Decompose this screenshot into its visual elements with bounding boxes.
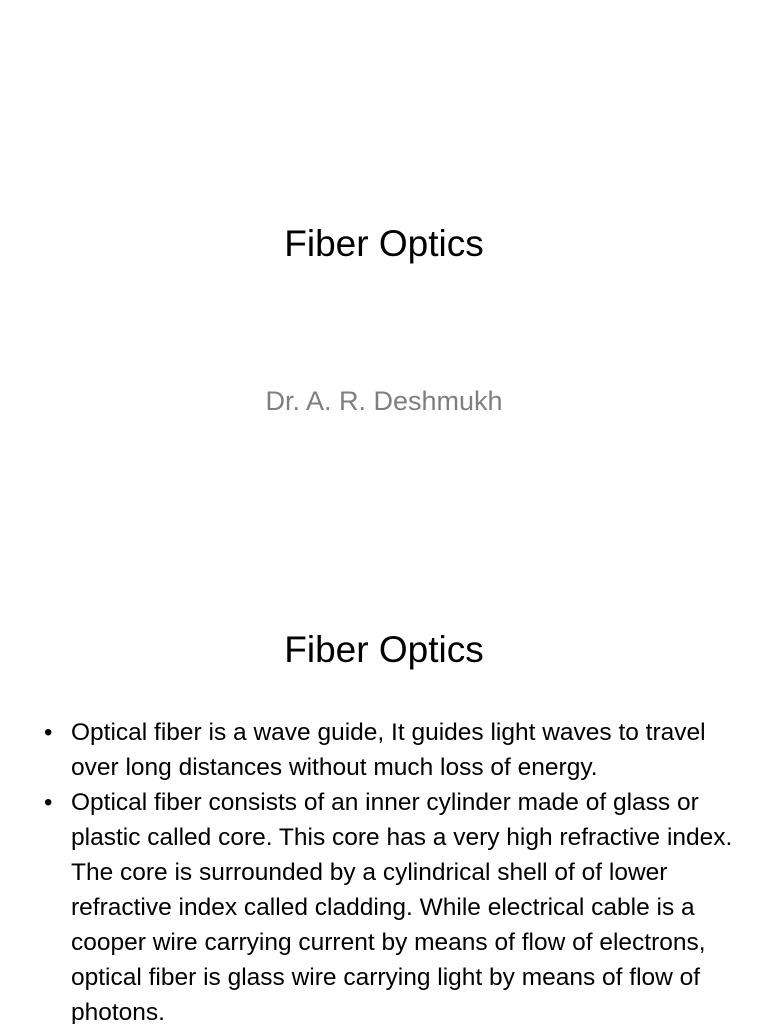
slide-title: Fiber Optics [284, 223, 484, 264]
bullet-item [44, 715, 734, 785]
bullet-text: Optical fiber is a wave guide, It guides light waves to travel over long distances without much loss of energy. [71, 719, 706, 781]
slide-subtitle: Dr. A. R. Deshmukh [265, 386, 503, 416]
bullet-list [44, 715, 734, 1024]
bullet-text: Optical fiber consists of an inner cylinder made of glass or plastic called core. This core has a very high refractive index. The core is surrounded by a cylindrical shell of of lower refractive index called cladding. While electrical cable is a cooper wire carrying current by means of flow of electrons, optical fiber is glass wire carrying light by means of flow of photons. [71, 789, 733, 1024]
bullet-dot-icon: • [44, 789, 53, 816]
bullet-dot-icon: • [44, 719, 53, 746]
content-slide [0, 578, 768, 1024]
bullet-item [44, 785, 734, 1024]
slide-title: Fiber Optics [284, 629, 484, 670]
